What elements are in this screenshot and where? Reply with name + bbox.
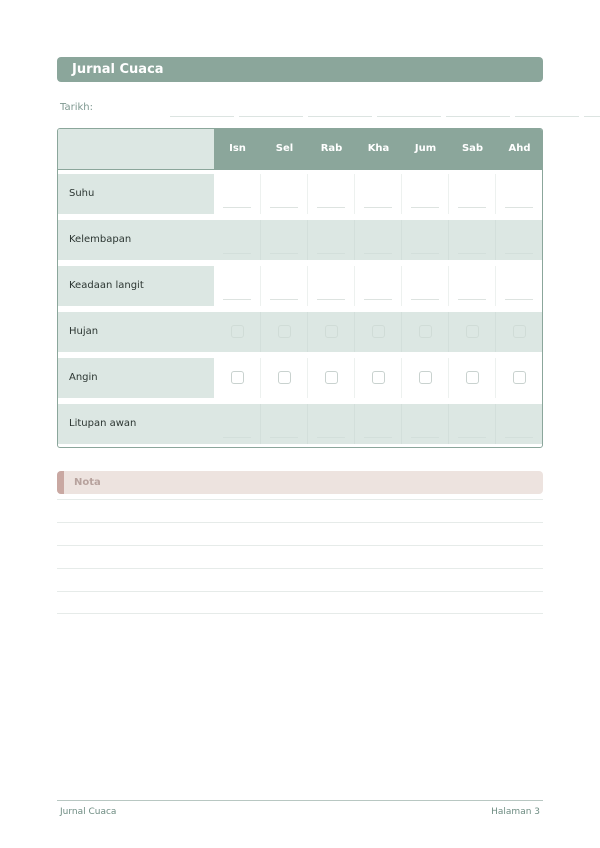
- entry-line: [411, 253, 439, 254]
- day-cell[interactable]: [355, 220, 402, 260]
- row-label: [58, 220, 214, 260]
- day-cell[interactable]: [496, 358, 543, 398]
- day-cell[interactable]: [214, 266, 261, 306]
- entry-line: [458, 299, 486, 300]
- checkbox[interactable]: [231, 325, 244, 338]
- day-cell[interactable]: [449, 312, 496, 352]
- checkbox[interactable]: [513, 371, 526, 384]
- day-cell[interactable]: [402, 358, 449, 398]
- note-line[interactable]: [57, 568, 543, 569]
- checkbox[interactable]: [466, 371, 479, 384]
- day-cell[interactable]: [261, 358, 308, 398]
- checkbox[interactable]: [278, 325, 291, 338]
- entry-line: [411, 437, 439, 438]
- date-field[interactable]: [446, 116, 510, 117]
- day-cell[interactable]: [496, 404, 543, 444]
- entry-line: [505, 299, 533, 300]
- entry-line: [364, 207, 392, 208]
- row-label: [58, 404, 214, 444]
- note-line[interactable]: [57, 522, 543, 523]
- table-header-divider: [58, 169, 542, 170]
- day-cell[interactable]: [449, 174, 496, 214]
- checkbox[interactable]: [231, 371, 244, 384]
- date-label: Tarikh:: [60, 102, 93, 113]
- day-header: Sel: [275, 143, 294, 154]
- note-line[interactable]: [57, 591, 543, 592]
- day-cell[interactable]: [308, 266, 355, 306]
- entry-line: [364, 253, 392, 254]
- checkbox[interactable]: [278, 371, 291, 384]
- day-cell[interactable]: [402, 266, 449, 306]
- day-cell[interactable]: [449, 266, 496, 306]
- checkbox[interactable]: [325, 325, 338, 338]
- entry-line: [505, 253, 533, 254]
- entry-line: [364, 299, 392, 300]
- table-row: [214, 358, 542, 398]
- day-cell[interactable]: [355, 404, 402, 444]
- table-row: [214, 404, 542, 444]
- entry-line: [223, 437, 251, 438]
- table-row: [214, 266, 542, 306]
- day-cell[interactable]: [308, 312, 355, 352]
- row-label-text: Keadaan langit: [69, 280, 144, 291]
- entry-line: [317, 207, 345, 208]
- day-cell[interactable]: [308, 220, 355, 260]
- note-line[interactable]: [57, 613, 543, 614]
- checkbox[interactable]: [372, 371, 385, 384]
- day-cell[interactable]: [402, 220, 449, 260]
- day-cell[interactable]: [496, 174, 543, 214]
- day-header: Ahd: [508, 143, 531, 154]
- day-cell[interactable]: [402, 174, 449, 214]
- entry-line: [411, 207, 439, 208]
- day-cell[interactable]: [355, 174, 402, 214]
- day-cell[interactable]: [449, 358, 496, 398]
- entry-line: [317, 253, 345, 254]
- row-label-text: Suhu: [69, 188, 95, 199]
- entry-line: [505, 437, 533, 438]
- table-header-corner: [58, 129, 214, 169]
- checkbox[interactable]: [419, 325, 432, 338]
- row-label-text: Hujan: [69, 326, 99, 337]
- row-label: [58, 358, 214, 398]
- day-cell[interactable]: [355, 312, 402, 352]
- date-field[interactable]: [239, 116, 303, 117]
- row-label: [58, 312, 214, 352]
- entry-line: [270, 253, 298, 254]
- day-cell[interactable]: [496, 220, 543, 260]
- date-field[interactable]: [170, 116, 234, 117]
- footer-divider: [57, 800, 543, 801]
- entry-line: [505, 207, 533, 208]
- table-header-days: [214, 129, 542, 169]
- table-row: [214, 220, 542, 260]
- day-cell[interactable]: [261, 312, 308, 352]
- date-field[interactable]: [308, 116, 372, 117]
- day-cell[interactable]: [355, 358, 402, 398]
- day-header: Jum: [414, 143, 437, 154]
- day-cell[interactable]: [449, 404, 496, 444]
- date-field[interactable]: [584, 116, 600, 117]
- table-row: [214, 312, 542, 352]
- checkbox[interactable]: [466, 325, 479, 338]
- entry-line: [411, 299, 439, 300]
- day-cell[interactable]: [402, 404, 449, 444]
- title-bar: [57, 57, 543, 82]
- note-line[interactable]: [57, 499, 543, 500]
- entry-line: [364, 437, 392, 438]
- day-cell[interactable]: [308, 358, 355, 398]
- footer-title: Jurnal Cuaca: [60, 807, 117, 817]
- day-cell[interactable]: [355, 266, 402, 306]
- entry-line: [270, 207, 298, 208]
- entry-line: [458, 437, 486, 438]
- day-cell[interactable]: [308, 174, 355, 214]
- day-cell[interactable]: [214, 358, 261, 398]
- notes-title: Nota: [74, 477, 101, 488]
- note-line[interactable]: [57, 545, 543, 546]
- date-field[interactable]: [377, 116, 441, 117]
- row-label-text: Angin: [69, 372, 98, 383]
- day-cell[interactable]: [261, 174, 308, 214]
- row-label-text: Kelembapan: [69, 234, 132, 245]
- day-cell[interactable]: [402, 312, 449, 352]
- day-cell[interactable]: [261, 404, 308, 444]
- entry-line: [317, 437, 345, 438]
- entry-line: [270, 299, 298, 300]
- entry-line: [223, 207, 251, 208]
- day-cell[interactable]: [214, 220, 261, 260]
- page-title: Jurnal Cuaca: [72, 62, 164, 77]
- day-cell[interactable]: [214, 174, 261, 214]
- checkbox[interactable]: [325, 371, 338, 384]
- day-cell[interactable]: [214, 312, 261, 352]
- entry-line: [458, 253, 486, 254]
- row-label: [58, 174, 214, 214]
- entry-line: [458, 207, 486, 208]
- table-row: [214, 174, 542, 214]
- day-cell[interactable]: [308, 404, 355, 444]
- notes-accent: [57, 471, 64, 494]
- date-field[interactable]: [515, 116, 579, 117]
- day-cell[interactable]: [261, 266, 308, 306]
- entry-line: [270, 437, 298, 438]
- entry-line: [317, 299, 345, 300]
- row-label-text: Litupan awan: [69, 418, 137, 429]
- day-header: Rab: [320, 143, 343, 154]
- weather-table: [57, 128, 543, 448]
- checkbox[interactable]: [419, 371, 432, 384]
- checkbox[interactable]: [372, 325, 385, 338]
- day-cell[interactable]: [261, 220, 308, 260]
- day-header: Isn: [229, 143, 246, 154]
- day-header: Sab: [461, 143, 484, 154]
- day-cell[interactable]: [496, 312, 543, 352]
- row-label: [58, 266, 214, 306]
- page-number: Halaman 3: [491, 807, 540, 817]
- day-header: Kha: [367, 143, 390, 154]
- checkbox[interactable]: [513, 325, 526, 338]
- day-cell[interactable]: [496, 266, 543, 306]
- entry-line: [223, 299, 251, 300]
- day-cell[interactable]: [449, 220, 496, 260]
- notes-header: [57, 471, 543, 494]
- day-cell[interactable]: [214, 404, 261, 444]
- entry-line: [223, 253, 251, 254]
